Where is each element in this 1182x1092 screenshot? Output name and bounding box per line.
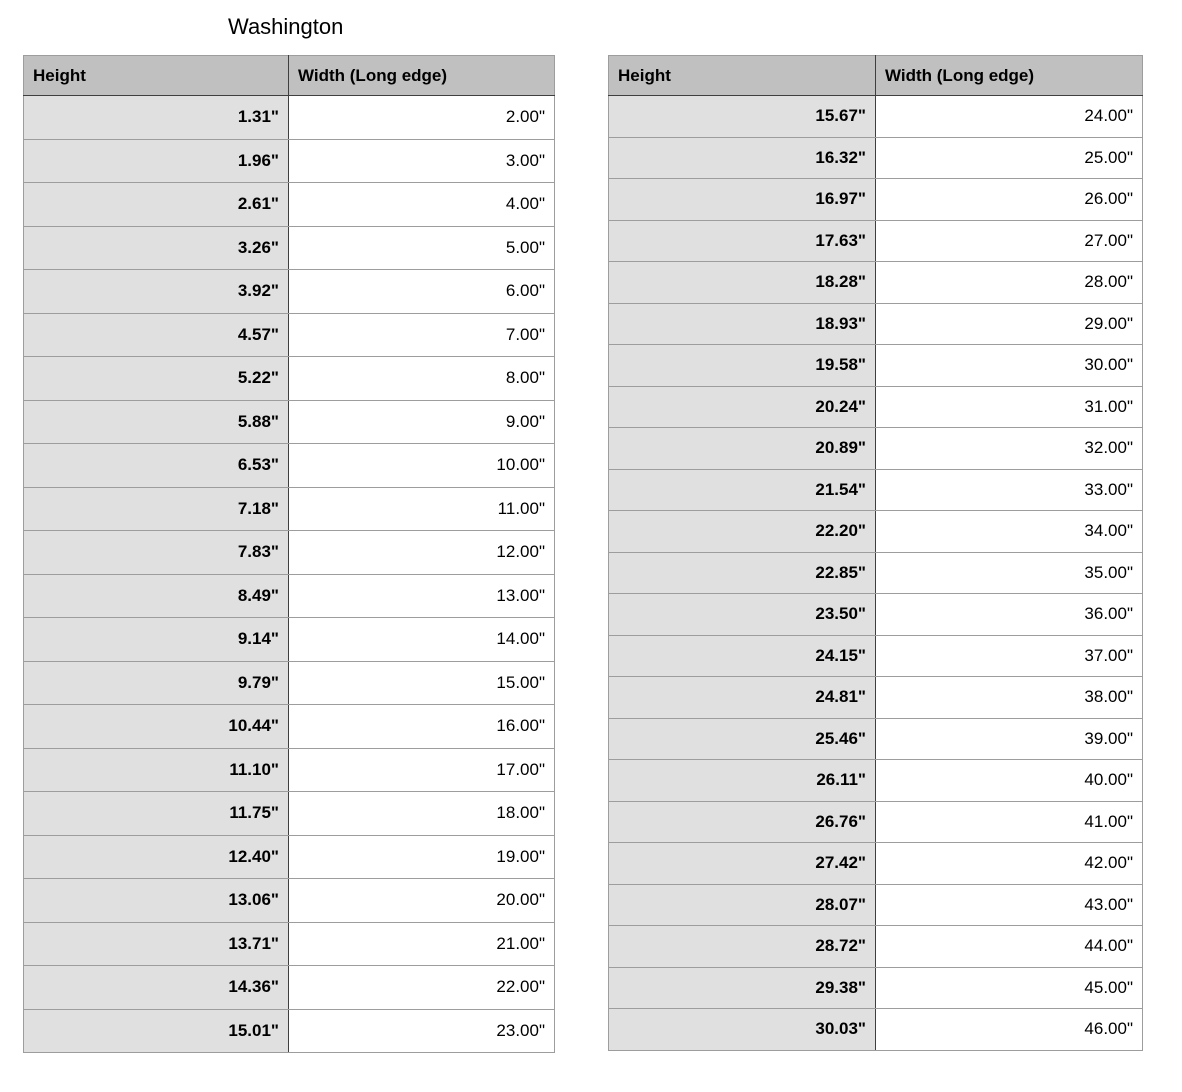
table-row (24, 922, 555, 966)
width-cell[interactable]: 9.00" (289, 400, 555, 444)
width-cell[interactable]: 13.00" (289, 574, 555, 618)
width-cell[interactable]: 19.00" (289, 835, 555, 879)
width-cell[interactable]: 45.00" (876, 967, 1143, 1009)
width-cell[interactable]: 26.00" (876, 179, 1143, 221)
width-cell[interactable]: 20.00" (289, 879, 555, 923)
table-row (24, 835, 555, 879)
table-row (24, 226, 555, 270)
height-cell[interactable]: 28.72" (609, 926, 876, 968)
height-cell[interactable]: 3.26" (24, 226, 289, 270)
table-header-row (609, 56, 1143, 96)
table-row (609, 96, 1143, 138)
height-cell[interactable]: 12.40" (24, 835, 289, 879)
height-cell[interactable]: 29.38" (609, 967, 876, 1009)
height-cell[interactable]: 1.31" (24, 96, 289, 140)
width-cell[interactable]: 22.00" (289, 966, 555, 1010)
width-cell[interactable]: 35.00" (876, 552, 1143, 594)
table-row (609, 428, 1143, 470)
width-cell[interactable]: 2.00" (289, 96, 555, 140)
width-cell[interactable]: 40.00" (876, 760, 1143, 802)
height-cell[interactable]: 30.03" (609, 1009, 876, 1051)
width-cell[interactable]: 11.00" (289, 487, 555, 531)
height-cell[interactable]: 20.89" (609, 428, 876, 470)
height-cell[interactable]: 26.76" (609, 801, 876, 843)
height-cell[interactable]: 28.07" (609, 884, 876, 926)
table-row (24, 183, 555, 227)
height-column-header[interactable]: Height (609, 56, 876, 96)
width-cell[interactable]: 5.00" (289, 226, 555, 270)
width-cell[interactable]: 8.00" (289, 357, 555, 401)
table-row (24, 574, 555, 618)
table-row (609, 179, 1143, 221)
table-row (609, 594, 1143, 636)
table-row (609, 760, 1143, 802)
table-row (609, 511, 1143, 553)
height-cell[interactable]: 24.81" (609, 677, 876, 719)
height-cell[interactable]: 3.92" (24, 270, 289, 314)
table-row (609, 220, 1143, 262)
height-cell[interactable]: 18.93" (609, 303, 876, 345)
table-row (609, 303, 1143, 345)
table-row (609, 677, 1143, 719)
table-row (24, 531, 555, 575)
width-cell[interactable]: 30.00" (876, 345, 1143, 387)
height-cell[interactable]: 5.22" (24, 357, 289, 401)
table-row (24, 487, 555, 531)
height-cell[interactable]: 15.67" (609, 96, 876, 138)
width-cell[interactable]: 16.00" (289, 705, 555, 749)
table-row (24, 444, 555, 488)
table-row (24, 705, 555, 749)
table-row (24, 357, 555, 401)
width-cell[interactable]: 27.00" (876, 220, 1143, 262)
width-cell[interactable]: 18.00" (289, 792, 555, 836)
width-cell[interactable]: 17.00" (289, 748, 555, 792)
width-cell[interactable]: 6.00" (289, 270, 555, 314)
width-cell[interactable]: 29.00" (876, 303, 1143, 345)
height-cell[interactable]: 13.06" (24, 879, 289, 923)
width-column-header[interactable]: Width (Long edge) (876, 56, 1143, 96)
table-row (609, 262, 1143, 304)
width-cell[interactable]: 14.00" (289, 618, 555, 662)
height-cell[interactable]: 20.24" (609, 386, 876, 428)
table-row (609, 843, 1143, 885)
height-cell[interactable]: 6.53" (24, 444, 289, 488)
height-cell[interactable]: 14.36" (24, 966, 289, 1010)
table-row (609, 884, 1143, 926)
table-body (24, 96, 555, 1053)
table-row (609, 386, 1143, 428)
width-cell[interactable]: 31.00" (876, 386, 1143, 428)
height-cell[interactable]: 5.88" (24, 400, 289, 444)
width-cell[interactable]: 44.00" (876, 926, 1143, 968)
height-cell[interactable]: 27.42" (609, 843, 876, 885)
height-cell[interactable]: 26.11" (609, 760, 876, 802)
table-row (609, 718, 1143, 760)
height-cell[interactable]: 19.58" (609, 345, 876, 387)
table-row (24, 1009, 555, 1053)
table-row (609, 137, 1143, 179)
table-row (609, 926, 1143, 968)
width-cell[interactable]: 37.00" (876, 635, 1143, 677)
width-cell[interactable]: 41.00" (876, 801, 1143, 843)
table-row (24, 400, 555, 444)
width-cell[interactable]: 23.00" (289, 1009, 555, 1053)
table-row (24, 879, 555, 923)
height-cell[interactable]: 16.97" (609, 179, 876, 221)
table-row (609, 345, 1143, 387)
height-cell[interactable]: 8.49" (24, 574, 289, 618)
table-row (609, 967, 1143, 1009)
width-cell[interactable]: 4.00" (289, 183, 555, 227)
table-row (609, 552, 1143, 594)
height-cell[interactable]: 7.83" (24, 531, 289, 575)
width-cell[interactable]: 28.00" (876, 262, 1143, 304)
height-cell[interactable]: 22.20" (609, 511, 876, 553)
width-cell[interactable]: 25.00" (876, 137, 1143, 179)
height-column-header[interactable]: Height (24, 56, 289, 96)
width-cell[interactable]: 12.00" (289, 531, 555, 575)
height-cell[interactable]: 16.32" (609, 137, 876, 179)
height-cell[interactable]: 24.15" (609, 635, 876, 677)
size-table-right (608, 55, 1143, 1051)
width-cell[interactable]: 24.00" (876, 96, 1143, 138)
table-row (609, 801, 1143, 843)
table-body (609, 96, 1143, 1051)
width-cell[interactable]: 10.00" (289, 444, 555, 488)
height-cell[interactable]: 18.28" (609, 262, 876, 304)
width-cell[interactable]: 3.00" (289, 139, 555, 183)
table-row (24, 618, 555, 662)
height-cell[interactable]: 7.18" (24, 487, 289, 531)
table-row (24, 313, 555, 357)
width-cell[interactable]: 43.00" (876, 884, 1143, 926)
height-cell[interactable]: 4.57" (24, 313, 289, 357)
table-row (24, 748, 555, 792)
table-row (24, 270, 555, 314)
height-cell[interactable]: 25.46" (609, 718, 876, 760)
width-cell[interactable]: 34.00" (876, 511, 1143, 553)
table-row (24, 96, 555, 140)
height-cell[interactable]: 10.44" (24, 705, 289, 749)
table-row (609, 469, 1143, 511)
height-cell[interactable]: 11.10" (24, 748, 289, 792)
page-title: Washington (228, 14, 344, 39)
width-column-header[interactable]: Width (Long edge) (289, 56, 555, 96)
width-cell[interactable]: 46.00" (876, 1009, 1143, 1051)
table-row (24, 966, 555, 1010)
height-cell[interactable]: 22.85" (609, 552, 876, 594)
width-cell[interactable]: 21.00" (289, 922, 555, 966)
height-cell[interactable]: 17.63" (609, 220, 876, 262)
table-row (609, 635, 1143, 677)
width-cell[interactable]: 15.00" (289, 661, 555, 705)
table-row (609, 1009, 1143, 1051)
width-cell[interactable]: 32.00" (876, 428, 1143, 470)
width-cell[interactable]: 38.00" (876, 677, 1143, 719)
height-cell[interactable]: 1.96" (24, 139, 289, 183)
table-row (24, 661, 555, 705)
width-cell[interactable]: 33.00" (876, 469, 1143, 511)
height-cell[interactable]: 9.14" (24, 618, 289, 662)
height-cell[interactable]: 9.79" (24, 661, 289, 705)
width-cell[interactable]: 7.00" (289, 313, 555, 357)
height-cell[interactable]: 23.50" (609, 594, 876, 636)
width-cell[interactable]: 36.00" (876, 594, 1143, 636)
width-cell[interactable]: 39.00" (876, 718, 1143, 760)
height-cell[interactable]: 21.54" (609, 469, 876, 511)
table-header-row (24, 56, 555, 96)
height-cell[interactable]: 2.61" (24, 183, 289, 227)
size-table-left (23, 55, 555, 1053)
table-row (24, 792, 555, 836)
height-cell[interactable]: 13.71" (24, 922, 289, 966)
height-cell[interactable]: 11.75" (24, 792, 289, 836)
width-cell[interactable]: 42.00" (876, 843, 1143, 885)
height-cell[interactable]: 15.01" (24, 1009, 289, 1053)
table-row (24, 139, 555, 183)
